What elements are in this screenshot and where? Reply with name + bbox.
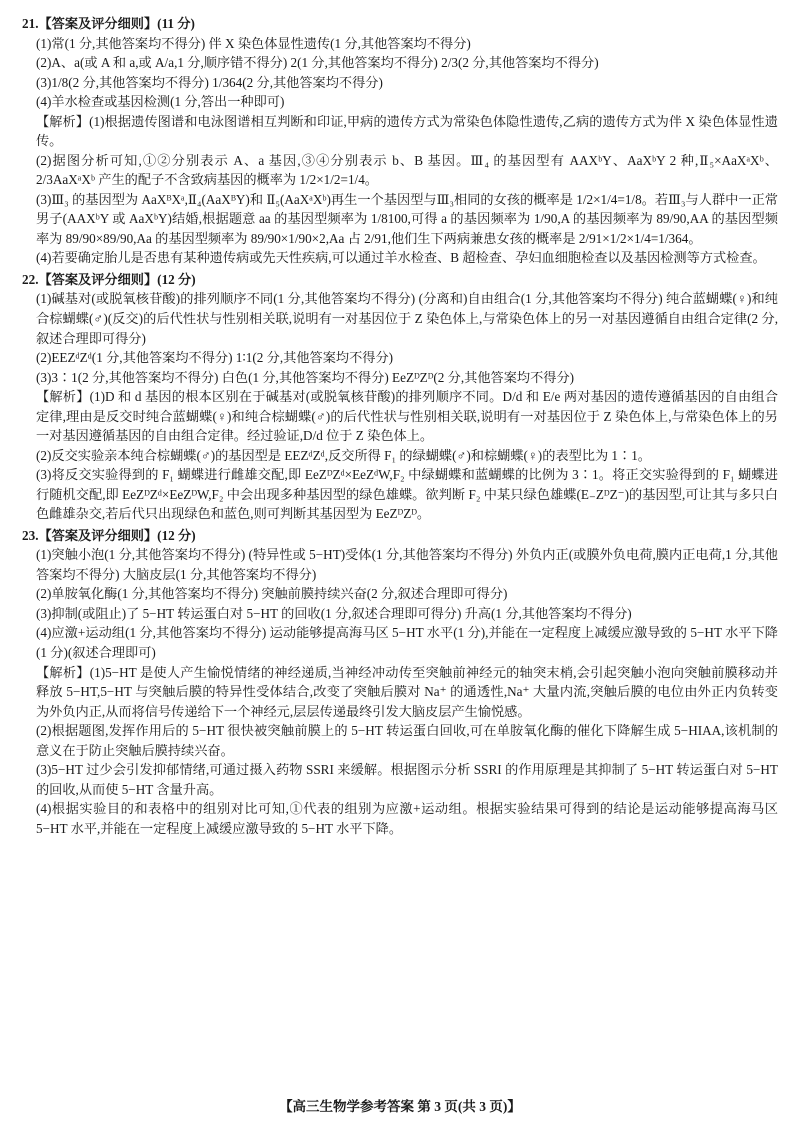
question-22-analysis-2: (2)反交实验亲本纯合棕蝴蝶(♂)的基因型是 EEZᵈZᵈ,反交所得 F₁ 的绿蝴蝶(♂)和棕蝴蝶(♀)的表型比为 1∶1。 bbox=[36, 447, 651, 463]
question-22-analysis-1: 【解析】(1)D 和 d 基因的根本区别在于碱基对(或脱氧核苷酸)的排列顺序不同。D/d 和 E/e 两对基因的遗传遵循基因的自由组合定律,理由是反交时纯合蓝蝴蝶(♀)和纯合棕蝴蝶(♂)的后代性状与性别相关联,说明有一对基因位于 Z 染色体上,与常染色体上的另一对基因遵循基因的自由组合定律。经过验证,D/d 位于 Z 染色体上。 bbox=[36, 389, 778, 444]
question-block-21 bbox=[22, 14, 778, 268]
question-23-analysis-4: (4)根据实验目的和表格中的组别对比可知,①代表的组别为应激+运动组。根据实验结果可得到的结论是运动能够提高海马区 5−HT 水平,并能在一定程度上减缓应激导致的 5−HT 水平下降。 bbox=[36, 801, 778, 836]
question-23-answer-1: (1)突触小泡(1 分,其他答案均不得分) (特异性或 5−HT)受体(1 分,其他答案均不得分) 外负内正(或膜外负电荷,膜内正电荷,1 分,其他答案均不得分) 大脑皮层(1 分,其他答案均不得分) bbox=[36, 547, 778, 582]
question-22-answer-1: (1)碱基对(或脱氧核苷酸)的排列顺序不同(1 分,其他答案均不得分) (分离和)自由组合(1 分,其他答案均不得分) 纯合蓝蝴蝶(♀)和纯合棕蝴蝶(♂)(反交)的后代性状与性别相关联,说明有一对基因位于 Z 染色体上,与常染色体上的另一对基因遵循自由组合定律(2 分,叙述合理即可得分) bbox=[36, 291, 778, 346]
question-22-answer-2: (2)EEZᵈZᵈ(1 分,其他答案均不得分) 1∶1(2 分,其他答案均不得分) bbox=[36, 350, 394, 366]
question-21-answer-4: (4)羊水检查或基因检测(1 分,答出一种即可) bbox=[36, 94, 285, 110]
question-21-answer-3: (3)1/8(2 分,其他答案均不得分) 1/364(2 分,其他答案均不得分) bbox=[36, 74, 383, 90]
question-23-heading: 23.【答案及评分细则】(12 分) bbox=[22, 527, 196, 543]
question-22-answer-3: (3)3∶1(2 分,其他答案均不得分) 白色(1 分,其他答案均不得分) EeZᴰZᴰ(2 分,其他答案均不得分) bbox=[36, 369, 575, 385]
question-23-answer-2: (2)单胺氧化酶(1 分,其他答案均不得分) 突触前膜持续兴奋(2 分,叙述合理即可得分) bbox=[36, 586, 508, 602]
question-22-heading: 22.【答案及评分细则】(12 分) bbox=[22, 271, 196, 287]
question-23-analysis-2: (2)根据题图,发挥作用后的 5−HT 很快被突触前膜上的 5−HT 转运蛋白回收,可在单胺氧化酶的催化下降解生成 5−HIAA,该机制的意义在于防止突触后膜持续兴奋。 bbox=[36, 723, 778, 758]
question-22-analysis-3: (3)将反交实验得到的 F₁ 蝴蝶进行雌雄交配,即 EeZᴰZᵈ×EeZᵈW,F₂ 中绿蝴蝶和蓝蝴蝶的比例为 3∶1。将正交实验得到的 F₁ 蝴蝶进行随机交配,即 EeZᴰZᵈ×EeZᴰW,F₂ 中会出现多种基因型的绿色雄蝶。欲判断 F₂ 中某只绿色雄蝶(E₋ZᴰZ⁻)的基因型,可让其与多只白色雌雄杂交,若后代只出现绿色和蓝色,则可判断其基因型为 EeZᴰZᴰ。 bbox=[36, 467, 778, 522]
page-footer: 【高三生物学参考答案 第 3 页(共 3 页)】 bbox=[279, 1099, 521, 1114]
question-23-answer-4: (4)应激+运动组(1 分,其他答案均不得分) 运动能够提高海马区 5−HT 水平(1 分),并能在一定程度上减缓应激导致的 5−HT 水平下降(1 分)(叙述合理即可) bbox=[36, 625, 778, 660]
question-21-analysis-4: (4)若要确定胎儿是否患有某种遗传病或先天性疾病,可以通过羊水检查、B 超检查、孕妇血细胞检查以及基因检测等方式检查。 bbox=[36, 250, 766, 266]
question-23-answer-3: (3)抑制(或阻止)了 5−HT 转运蛋白对 5−HT 的回收(1 分,叙述合理即可得分) 升高(1 分,其他答案均不得分) bbox=[36, 605, 632, 621]
question-21-analysis-1: 【解析】(1)根据遗传图谱和电泳图谱相互判断和印证,甲病的遗传方式为常染色体隐性遗传,乙病的遗传方式为伴 X 染色体显性遗传。 bbox=[36, 113, 778, 149]
question-21-heading: 21.【答案及评分细则】(11 分) bbox=[22, 16, 195, 31]
question-21-answer-2: (2)A、a(或 A 和 a,或 A/a,1 分,顺序错不得分) 2(1 分,其他答案均不得分) 2/3(2 分,其他答案均不得分) bbox=[36, 55, 599, 71]
question-21-analysis-2: (2)据图分析可知,①②分别表示 A、a 基因,③④分别表示 b、B 基因。Ⅲ₄ 的基因型有 AAXᵇY、AaXᵇY 2 种,Ⅱ₅×AaXᵃXᵇ、2/3AaXᵃXᵇ 产生的配子不含致病基因的概率为 1/2×1/2=1/4。 bbox=[36, 152, 778, 188]
question-block-22 bbox=[22, 270, 778, 524]
question-23-analysis-3: (3)5−HT 过少会引发抑郁情绪,可通过摄入药物 SSRI 来缓解。根据图示分析 SSRI 的作用原理是其抑制了 5−HT 转运蛋白对 5−HT 的回收,从而使 5−HT 含量升高。 bbox=[36, 762, 778, 797]
question-21-answer-1: (1)常(1 分,其他答案均不得分) 伴 X 染色体显性遗传(1 分,其他答案均不得分) bbox=[36, 35, 471, 51]
question-21-analysis-3: (3)Ⅲ₃ 的基因型为 AaXᴮXᵃ,Ⅱ₄(AaXᴮY)和 Ⅱ₅(AaXᵃXᵇ)再生一个基因型与Ⅲ₃相同的女孩的概率是 1/2×1/4=1/8。若Ⅲ₃与人群中一正常男子(AAXᵇY 或 AaXᵇY)结婚,根据题意 aa 的基因型频率为 1/8100,可得 a 的基因频率为 1/90,A 的基因频率为 89/90,AA 的基因型频率为 89/90×89/90,Aa 的基因型频率为 89/90×1/90×2,Aa 占 2/91,他们生下两病兼患女孩的概率是 2/91×1/2×1/4=1/364。 bbox=[36, 191, 778, 246]
question-block-23 bbox=[22, 526, 778, 839]
question-23-analysis-1: 【解析】(1)5−HT 是使人产生愉悦情绪的神经递质,当神经冲动传至突触前神经元的轴突末梢,会引起突触小泡向突触前膜移动并释放 5−HT,5−HT 与突触后膜的特异性受体结合,改变了突触后膜对 Na⁺ 的通透性,Na⁺ 大量内流,突触后膜的电位由外正内负转变为外负内正,从而将信号传递给下一个神经元,层层传递最终引发大脑皮层产生愉悦感。 bbox=[36, 664, 778, 719]
